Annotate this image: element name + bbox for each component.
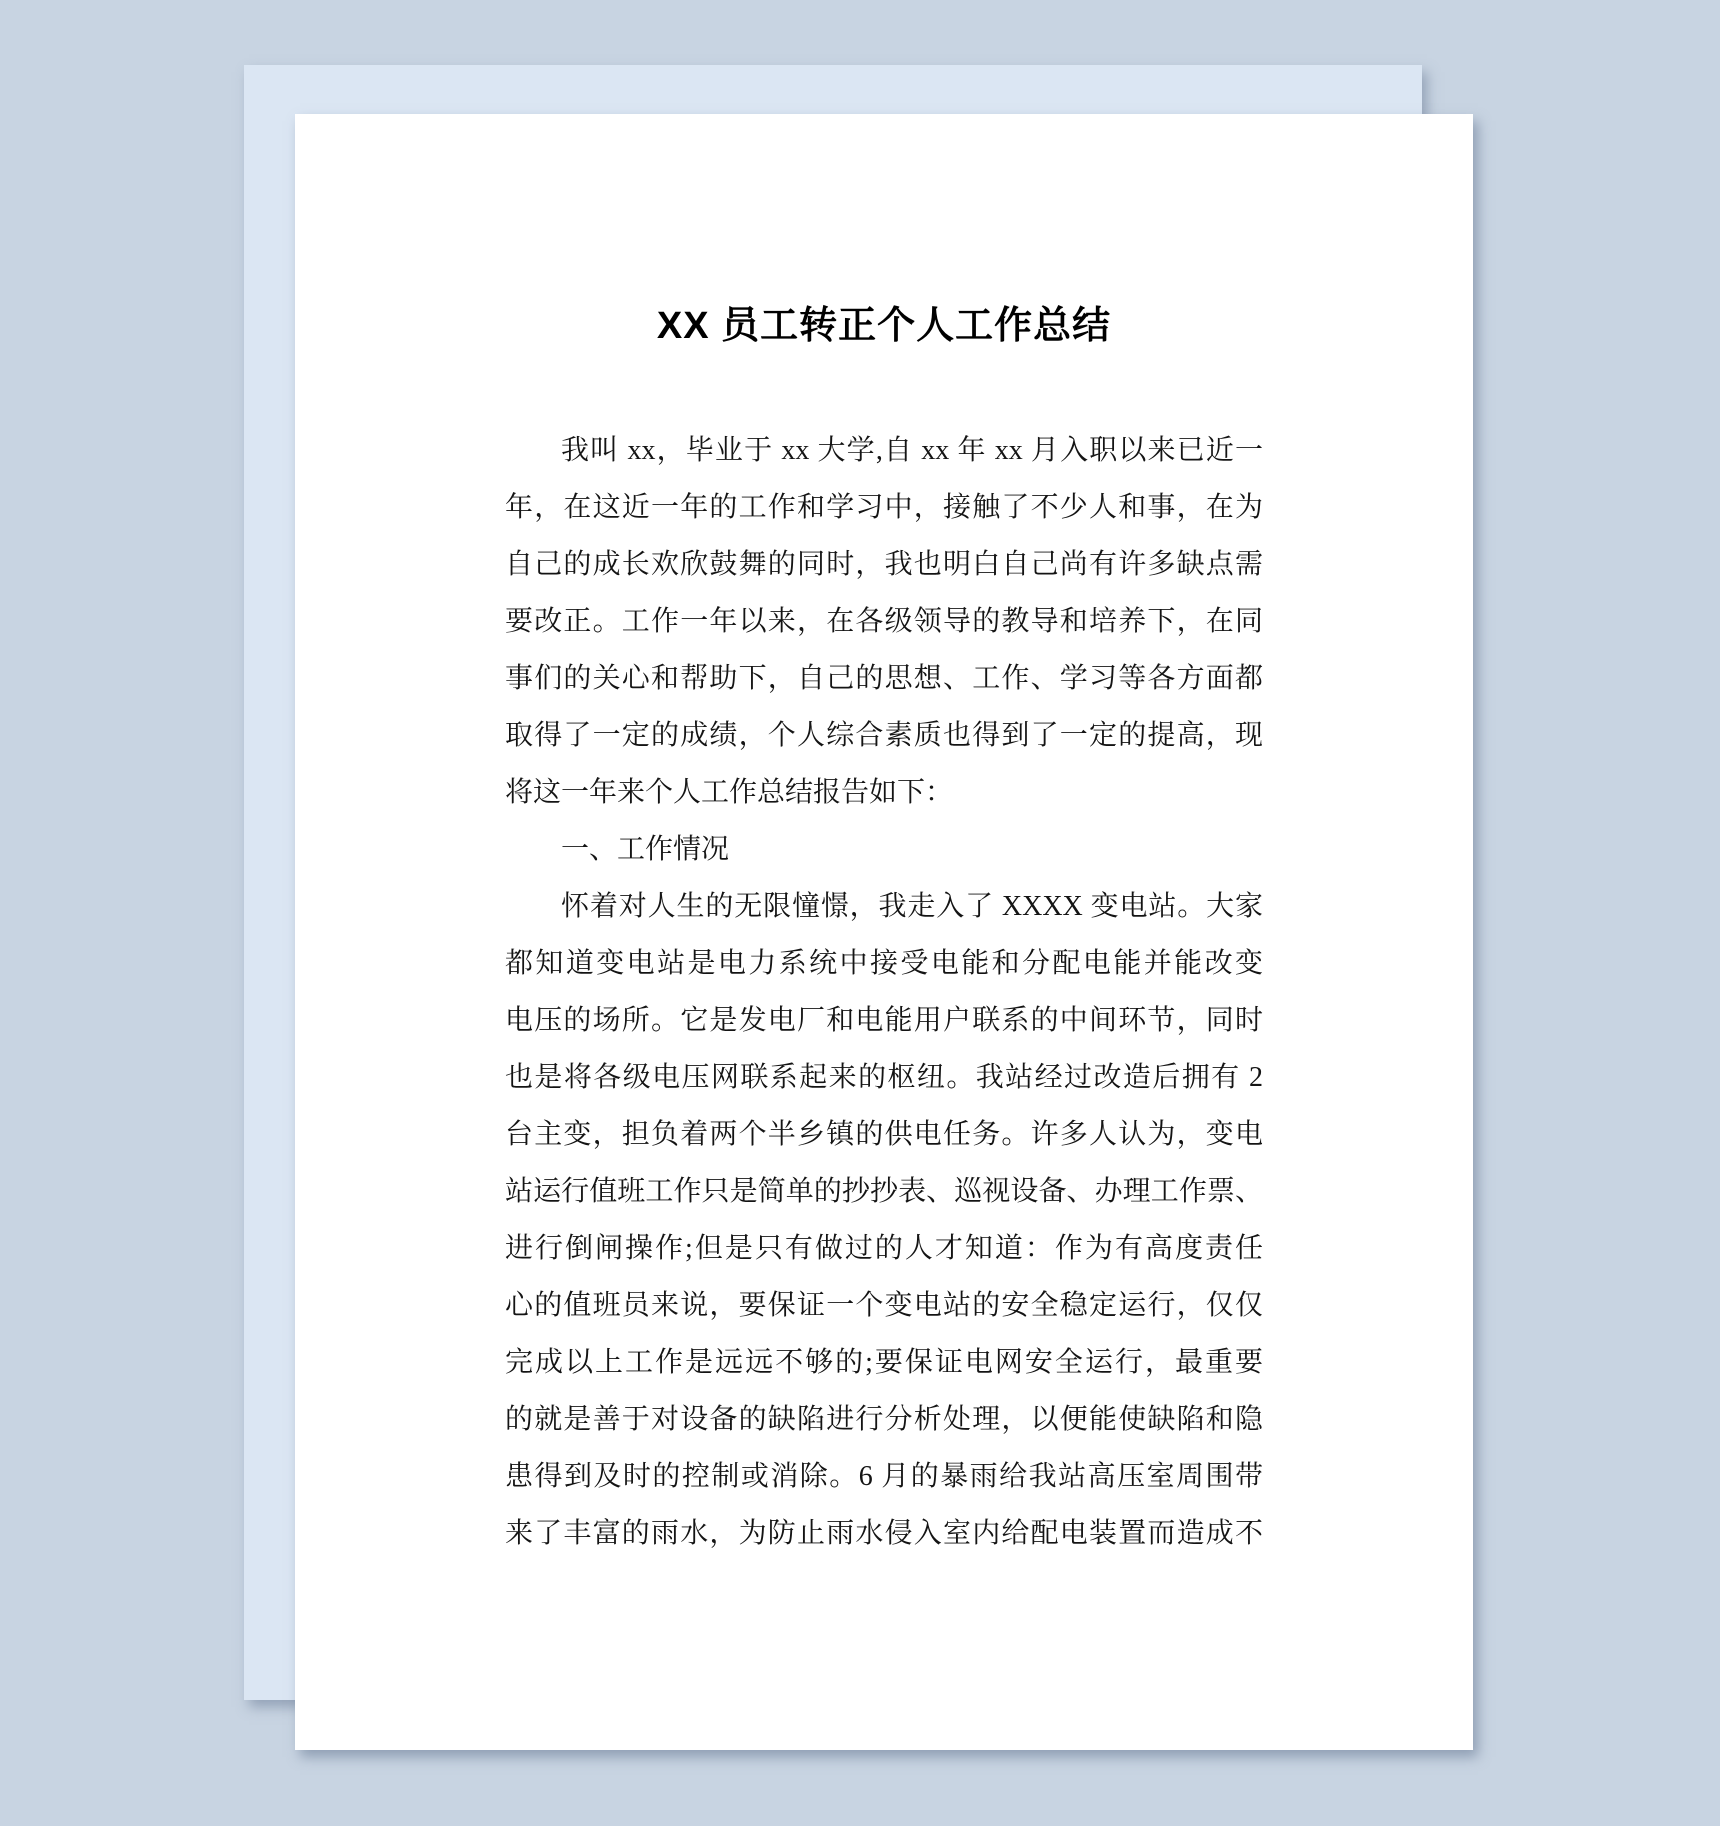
- document-line: 取得了一定的成绩，个人综合素质也得到了一定的提高，现: [505, 720, 1263, 751]
- document-line: 电压的场所。它是发电厂和电能用户联系的中间环节，同时: [505, 1005, 1263, 1036]
- document-line: 站运行值班工作只是简单的抄抄表、巡视设备、办理工作票、: [505, 1176, 1263, 1207]
- document-line: 也是将各级电压网联系起来的枢纽。我站经过改造后拥有 2: [505, 1062, 1263, 1093]
- document-body: [505, 422, 1263, 1562]
- document-page: [295, 114, 1473, 1750]
- document-line: 台主变，担负着两个半乡镇的供电任务。许多人认为，变电: [505, 1119, 1263, 1150]
- document-line: 都知道变电站是电力系统中接受电能和分配电能并能改变: [505, 948, 1263, 979]
- document-line: 完成以上工作是远远不够的;要保证电网安全运行，最重要: [505, 1347, 1263, 1378]
- document-line: 年，在这近一年的工作和学习中，接触了不少人和事，在为: [505, 492, 1263, 523]
- document-line: 心的值班员来说，要保证一个变电站的安全稳定运行，仅仅: [505, 1290, 1263, 1321]
- document-line: 进行倒闸操作;但是只有做过的人才知道：作为有高度责任: [505, 1233, 1263, 1264]
- document-line: 事们的关心和帮助下，自己的思想、工作、学习等各方面都: [505, 663, 1263, 694]
- document-line: 要改正。工作一年以来，在各级领导的教导和培养下，在同: [505, 606, 1263, 637]
- document-line: 我叫 xx，毕业于 xx 大学,自 xx 年 xx 月入职以来已近一: [561, 435, 1263, 466]
- document-line: 怀着对人生的无限憧憬，我走入了 XXXX 变电站。大家: [561, 891, 1263, 922]
- document-line: 自己的成长欢欣鼓舞的同时，我也明白自己尚有许多缺点需: [505, 549, 1263, 580]
- document-title: XX 员工转正个人工作总结: [656, 305, 1112, 347]
- document-line: 的就是善于对设备的缺陷进行分析处理，以便能使缺陷和隐: [505, 1404, 1263, 1435]
- document-line: 将这一年来个人工作总结报告如下：: [505, 777, 954, 808]
- document-line: 来了丰富的雨水，为防止雨水侵入室内给配电装置而造成不: [505, 1518, 1263, 1549]
- document-line: 一、工作情况: [561, 834, 730, 865]
- document-line: 患得到及时的控制或消除。6 月的暴雨给我站高压室周围带: [505, 1461, 1263, 1492]
